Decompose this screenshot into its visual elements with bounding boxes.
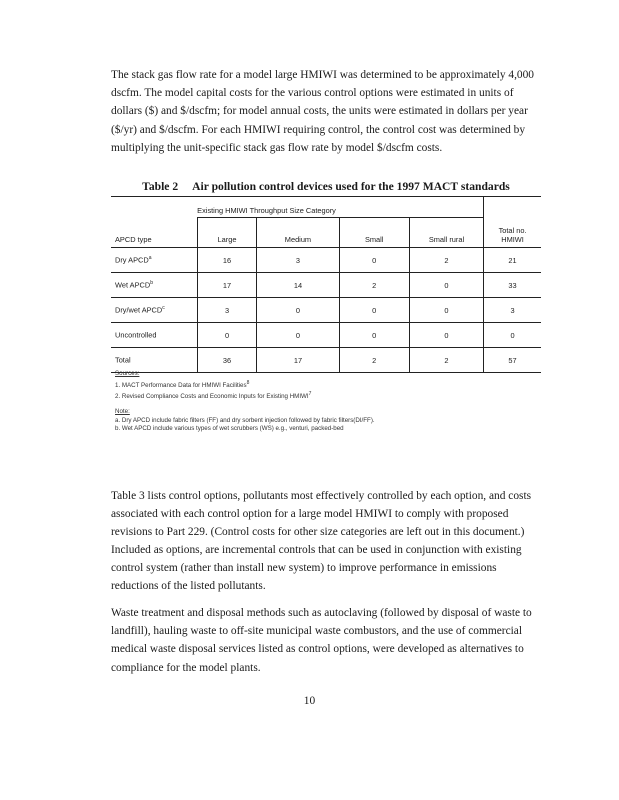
cell-total: 57 — [484, 348, 541, 373]
column-header-small: Small — [339, 218, 409, 248]
cell-large: 3 — [197, 298, 257, 323]
paragraph-waste-treatment: Waste treatment and disposal methods such as autoclaving (followed by disposal of waste to landfill), hauling waste to off-site municipal waste combustors, and the use of commercial medical waste disposal services listed as control options, were developed as alternatives to compliance for the model plants. — [111, 607, 532, 674]
apcd-table — [111, 196, 541, 373]
column-header-large: Large — [197, 218, 257, 248]
column-header-total-line2: HMIWI — [501, 235, 524, 244]
cell-medium: 17 — [257, 348, 339, 373]
table-title: Air pollution control devices used for the 1997 MACT standards — [192, 180, 510, 193]
cell-small: 2 — [339, 348, 409, 373]
table-footnotes — [115, 370, 375, 434]
header-spacer-total — [484, 197, 541, 218]
paragraph-flow-rate: The stack gas flow rate for a model large HMIWI was determined to be approximately 4,000 dscfm. The model capital costs for the various control options were estimated in units of dollars ($) and $/dscfm; for model annual costs, the units were estimated in dollars per year ($/yr) and $/dscfm. For each HMIWI requiring control, the control cost was determined by multiplying the unit-specific stack gas flow rate by model $/dscfm costs. — [111, 69, 534, 154]
note-item: b. Wet APCD include various types of wet scrubbers (WS) e.g., venturi, packed-bed — [115, 425, 344, 433]
cell-small: 2 — [339, 273, 409, 298]
row-footnote: a — [148, 255, 152, 262]
cell-large: 17 — [197, 273, 257, 298]
table-header-row-group — [111, 197, 541, 218]
header-spacer — [111, 197, 197, 218]
row-type: Uncontrolled — [115, 330, 157, 340]
cell-total: 3 — [484, 298, 541, 323]
table-row — [111, 273, 541, 298]
column-header-total-line1: Total no. — [498, 226, 527, 235]
source-item: 1. MACT Performance Data for HMIWI Facilities$^8$ — [115, 379, 250, 389]
source-item: 2. Revised Compliance Costs and Economic Inputs for Existing HMIWI$^7$ — [115, 391, 312, 401]
group-header: Existing HMIWI Throughput Size Category — [197, 197, 483, 218]
cell-small-rural: 0 — [409, 298, 483, 323]
table-caption — [111, 180, 541, 193]
table-row — [111, 298, 541, 323]
source-ref: 7 — [308, 391, 312, 398]
row-type: Total — [115, 355, 131, 365]
source-ref: 8 — [246, 379, 250, 386]
cell-small: 0 — [339, 248, 409, 273]
cell-medium: 0 — [257, 323, 339, 348]
note-item: a. Dry APCD include fabric filters (FF) and dry sorbent injection followed by fabric filters(DI/FF). — [115, 416, 375, 424]
cell-large: 16 — [197, 248, 257, 273]
cell-total: 0 — [484, 323, 541, 348]
row-type: Dry APCD — [115, 255, 149, 265]
column-header-small-rural: Small rural — [409, 218, 483, 248]
cell-small-rural: 0 — [409, 323, 483, 348]
cell-total: 21 — [484, 248, 541, 273]
page-number: 10 — [303, 695, 316, 707]
cell-large: 36 — [197, 348, 257, 373]
row-type: Dry/wet APCD — [115, 305, 163, 315]
cell-small: 0 — [339, 298, 409, 323]
cell-small-rural: 2 — [409, 248, 483, 273]
table-row — [111, 323, 541, 348]
cell-medium: 3 — [257, 248, 339, 273]
sources-label: Sources: — [115, 370, 140, 377]
cell-medium: 14 — [257, 273, 339, 298]
cell-medium: 0 — [257, 298, 339, 323]
row-footnote: b — [150, 280, 153, 287]
column-header-type: APCD type — [115, 235, 152, 244]
row-footnote: c — [162, 305, 165, 312]
table-number: Table 2 — [142, 180, 179, 193]
column-header-medium: Medium — [257, 218, 339, 248]
row-type: Wet APCD — [115, 280, 151, 290]
table-row-total — [111, 348, 541, 373]
cell-large: 0 — [197, 323, 257, 348]
notes-label: Note: — [115, 407, 130, 415]
column-header-total — [484, 218, 541, 248]
paragraph-table3: Table 3 lists control options, pollutants most effectively controlled by each option, and costs associated with each control option for a large model HMIWI to comply with proposed revisions to Part 229. (Control costs for other size categories are left out in this document.) — [111, 490, 532, 539]
paragraph-incremental-controls: Included as options, are incremental controls that can be used in conjunction with existing control system (rather than install new system) to improve performance in emissions reductions of the listed pollutants. — [111, 544, 522, 593]
table-row — [111, 248, 541, 273]
cell-small: 0 — [339, 323, 409, 348]
cell-small-rural: 0 — [409, 273, 483, 298]
table-header-row — [111, 218, 541, 248]
cell-small-rural: 2 — [409, 348, 483, 373]
cell-total: 33 — [484, 273, 541, 298]
